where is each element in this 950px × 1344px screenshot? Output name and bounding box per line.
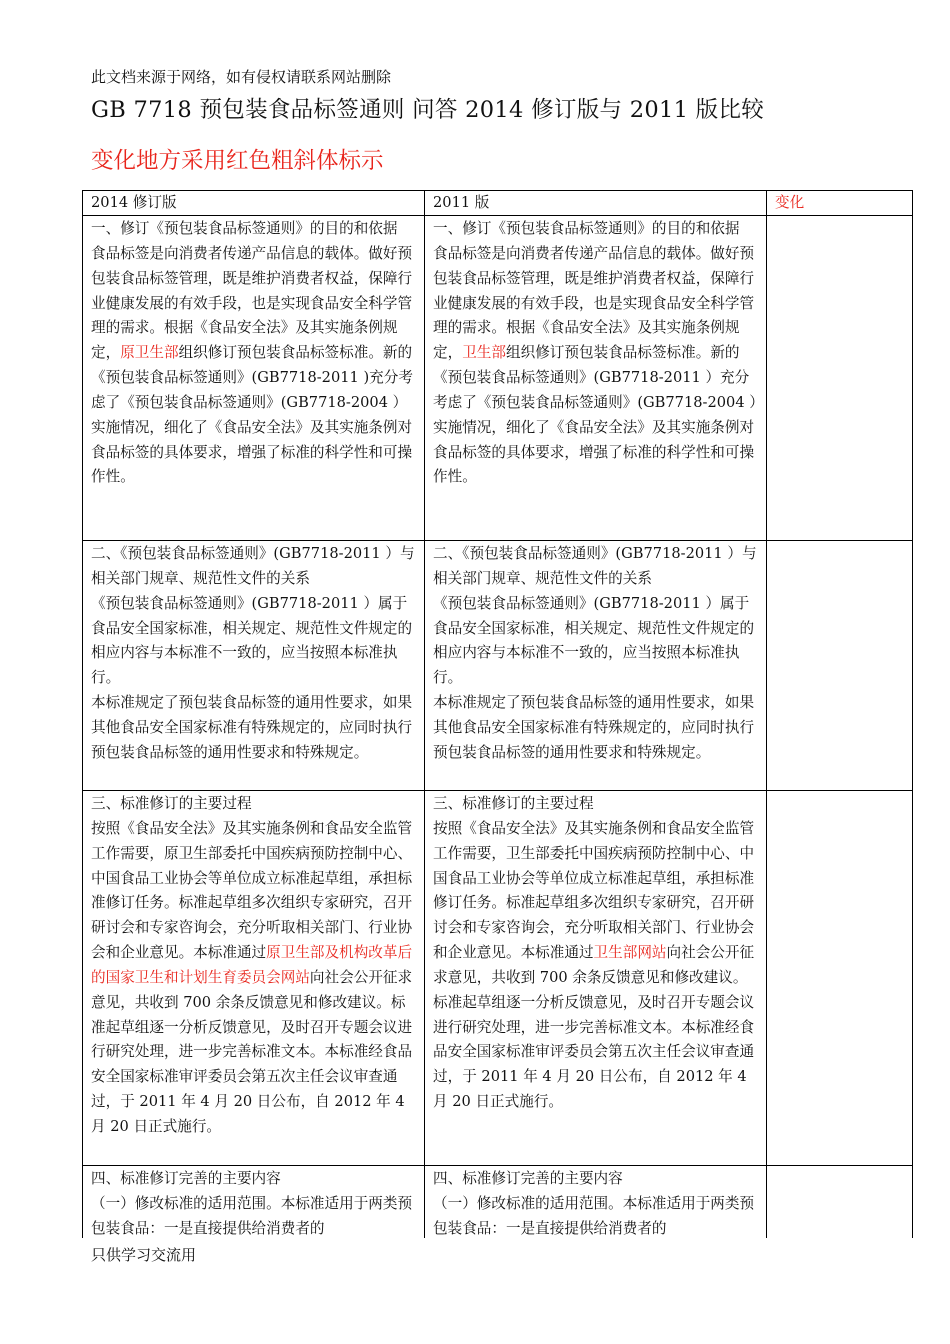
row4-2014-heading: 四、标准修订完善的主要内容: [91, 1170, 281, 1187]
row2-2011-heading: 二、《预包装食品标签通则》(GB7718-2011 ）与相关部门规章、规范性文件的关系: [433, 545, 757, 587]
row4-2014-cell: [83, 1166, 425, 1238]
comparison-table: [82, 190, 913, 1238]
row1-2011-body: [433, 242, 760, 490]
row3-2011-change-highlight: 卫生部网站: [593, 944, 667, 962]
source-notice: 此文档来源于网络，如有侵权请联系网站删除: [91, 68, 392, 86]
row4-2011-body: （一）修改标准的适用范围。本标准适用于两类预包装食品：一是直接提供给消费者的: [433, 1194, 755, 1237]
row2-2011-cell: [425, 541, 767, 790]
header-2014: 2014 修订版: [83, 191, 425, 215]
row1-2011-cell: [425, 216, 767, 540]
row3-2011-text-cont: 向社会公开征求意见，共收到 700 余条反馈意见和修改建议。标准起草组逐一分析反馈意见，及时召开专题会议进行研究处理，进一步完善标准文本。本标准经食品安全国家标准审评委员会第五次主任会议审查通过，于 2011 年 4 月 20 日公布，自 2012 年 4 月 20 日正式施行。: [433, 944, 755, 1111]
row3-2014-text: 按照《食品安全法》及其实施条例和食品安全监管工作需要，原卫生部委托中国疾病预防控制中心、中国食品工业协会等单位成立标准起草组，承担标准修订任务。标准起草组多次组织专家研究，召开研讨会和专家咨询会，充分听取相关部门、行业协会和企业意见。本标准通过: [91, 819, 413, 962]
header-2011: 2011 版: [425, 191, 767, 215]
table-header-row: [83, 191, 912, 216]
row1-2014-heading: 一、修订《预包装食品标签通则》的目的和依据: [91, 220, 398, 237]
row3-2011-cell: [425, 791, 767, 1165]
row3-2014-change-highlight: 原卫生部及机构改革后的国家卫生和计划生育委员会网站: [91, 944, 413, 986]
row3-2014-text-cont: 向社会公开征求意见，共收到 700 余条反馈意见和修改建议。标准起草组逐一分析反馈意见，及时召开专题会议进行研究处理，进一步完善标准文本。本标准经食品安全国家标准审评委员会第五次主任会议审查通过，于 2011 年 4 月 20 日公布，自 2012 年 4 月 20 日正式施行。: [91, 968, 413, 1135]
row4-2011-heading: 四、标准修订完善的主要内容: [433, 1170, 623, 1187]
row1-2011-text-cont: 组织修订预包装食品标签标准。新的《预包装食品标签通则》(GB7718-2011 ）充分考虑了《预包装食品标签通则》(GB7718-2004 ）实施情况，细化了《食品安全法》及其实施条例对食品标签的具体要求，增强了标准的科学性和可操作性。: [433, 344, 757, 486]
row4-2011-cell: [425, 1166, 767, 1238]
row2-2014-para2: 本标准规定了预包装食品标签的通用性要求，如果其他食品安全国家标准有特殊规定的，应同时执行预包装食品标签的通用性要求和特殊规定。: [91, 694, 413, 761]
row1-2014-text: 食品标签是向消费者传递产品信息的载体。做好预包装食品标签管理，既是维护消费者权益，保障行业健康发展的有效手段，也是实现食品安全科学管理的需求。根据《食品安全法》及其实施条例规定，: [91, 244, 413, 362]
table-row: [83, 1166, 912, 1238]
page-title: GB 7718 预包装食品标签通则 问答 2014 修订版与 2011 版比较: [91, 97, 765, 123]
row1-2014-cell: [83, 216, 425, 540]
row4-change-cell: [767, 1166, 912, 1238]
table-row: [83, 216, 912, 541]
row1-2014-body: [91, 242, 418, 490]
table-row: [83, 541, 912, 791]
row1-2014-change-highlight: 原卫生部: [120, 344, 179, 362]
row3-2014-heading: 三、标准修订的主要过程: [91, 795, 252, 812]
row2-2011-para1: 《预包装食品标签通则》(GB7718-2011 ）属于食品安全国家标准，相关规定、规范性文件规定的相应内容与本标准不一致的，应当按照本标准执行。: [433, 594, 755, 687]
row1-2011-change-highlight: 卫生部: [462, 344, 506, 362]
row1-2014-text-cont: 组织修订预包装食品标签标准。新的《预包装食品标签通则》(GB7718-2011 )充分考虑了《预包装食品标签通则》(GB7718-2004 ）实施情况，细化了《食品安全法》及其实施条例对食品标签的具体要求，增强了标准的科学性和可操作性。: [91, 344, 413, 486]
row2-2011-para2: 本标准规定了预包装食品标签的通用性要求，如果其他食品安全国家标准有特殊规定的，应同时执行预包装食品标签的通用性要求和特殊规定。: [433, 694, 755, 761]
header-change: 变化: [775, 194, 805, 211]
page-subtitle: 变化地方采用红色粗斜体标示: [91, 148, 384, 174]
row3-change-cell: [767, 791, 912, 1165]
row1-change-cell: [767, 216, 912, 540]
footer-note: 只供学习交流用: [91, 1246, 197, 1264]
row3-2014-cell: [83, 791, 425, 1165]
row3-2011-heading: 三、标准修订的主要过程: [433, 795, 594, 812]
row3-2011-body: [433, 817, 760, 1115]
row1-2011-heading: 一、修订《预包装食品标签通则》的目的和依据: [433, 220, 740, 237]
row2-2014-para1: 《预包装食品标签通则》(GB7718-2011 ）属于食品安全国家标准，相关规定、规范性文件规定的相应内容与本标准不一致的，应当按照本标准执行。: [91, 594, 413, 687]
row2-2014-heading: 二、《预包装食品标签通则》(GB7718-2011 ）与相关部门规章、规范性文件的关系: [91, 545, 415, 587]
row2-change-cell: [767, 541, 912, 790]
row1-2011-text: 食品标签是向消费者传递产品信息的载体。做好预包装食品标签管理，既是维护消费者权益，保障行业健康发展的有效手段，也是实现食品安全科学管理的需求。根据《食品安全法》及其实施条例规定，: [433, 244, 755, 362]
row3-2014-body: [91, 817, 418, 1140]
row3-2011-text: 按照《食品安全法》及其实施条例和食品安全监管工作需要，卫生部委托中国疾病预防控制中心、中国食品工业协会等单位成立标准起草组，承担标准修订任务。标准起草组多次组织专家研究，召开研讨会和专家咨询会，充分听取相关部门、行业协会和企业意见。本标准通过: [433, 819, 755, 962]
row4-2014-body: （一）修改标准的适用范围。本标准适用于两类预包装食品：一是直接提供给消费者的: [91, 1194, 413, 1237]
table-row: [83, 791, 912, 1166]
row2-2014-cell: [83, 541, 425, 790]
